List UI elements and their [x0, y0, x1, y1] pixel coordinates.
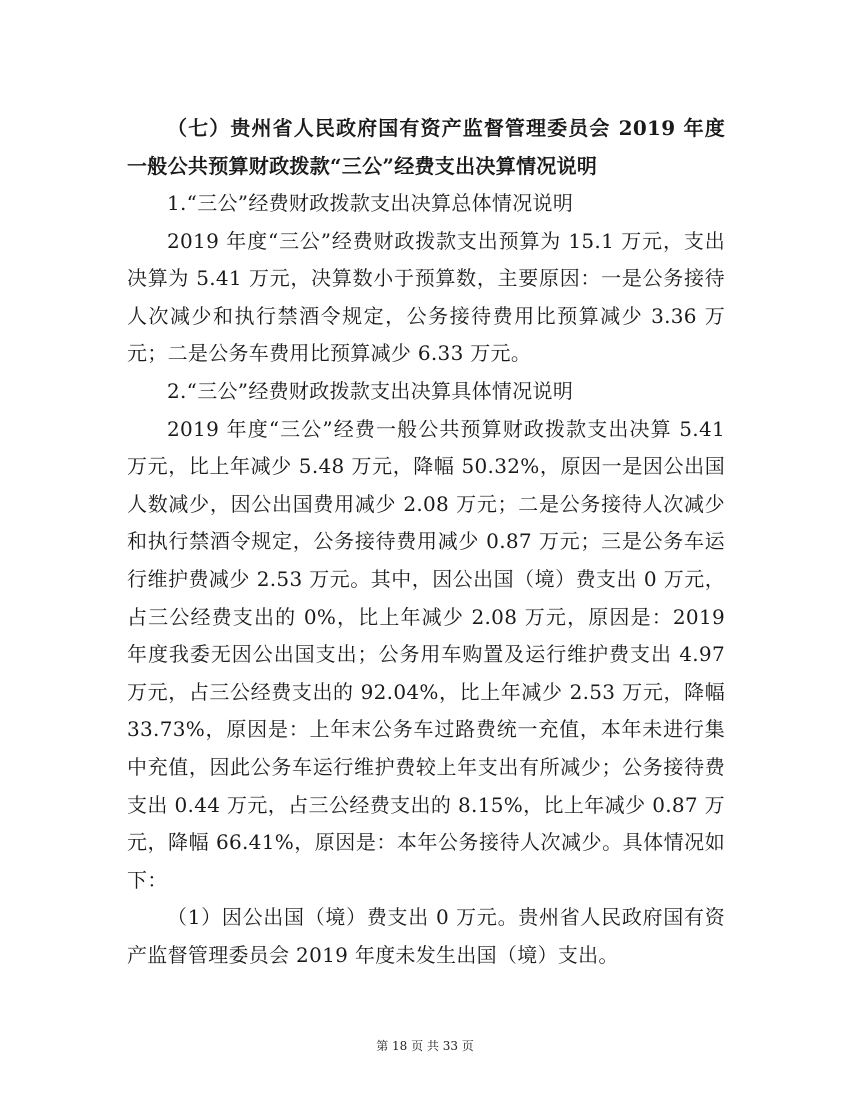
page-number-footer: 第 18 页 共 33 页: [376, 1039, 474, 1053]
paragraph-overseas: （1）因公出国（境）费支出 0 万元。贵州省人民政府国有资产监督管理委员会 2019 年度未发生出国（境）支出。: [127, 905, 725, 967]
body-text: [127, 185, 725, 974]
subheading-overall: 1.“三公”经费财政拨款支出决算总体情况说明: [167, 191, 574, 215]
paragraph-detail: 2019 年度“三公”经费一般公共预算财政拨款支出决算 5.41 万元，比上年减少 5.48 万元，降幅 50.32%，原因一是因公出国人数减少，因公出国费用减少 2.08 万元；二是公务接待人次减少和执行禁酒令规定，公务接待费用减少 0.87 万元；三是公务车运行维护费减少 2.53 万元。其中，因公出国（境）费支出 0 万元，占三公经费支出的 0%，比上年减少 2.08 万元，原因是：2019 年度我委无因公出国支出；公务用车购置及运行维护费支出 4.97 万元，占三公经费支出的 92.04%，比上年减少 2.53 万元，降幅 33.73%，原因是：上年末公务车过路费统一充值，本年未进行集中充值，因此公务车运行维护费较上年支出有所减少；公务接待费支出 0.44 万元，占三公经费支出的 8.15%，比上年减少 0.87 万元，降幅 66.41%，原因是：本年公务接待人次减少。具体情况如下：: [127, 416, 725, 892]
paragraph-overall: 2019 年度“三公”经费财政拨款支出预算为 15.1 万元，支出决算为 5.41 万元，决算数小于预算数，主要原因：一是公务接待人次减少和执行禁酒令规定，公务接待费用比预算减少 3.36 万元；二是公务车费用比预算减少 6.33 万元。: [127, 228, 725, 366]
section-title: （七）贵州省人民政府国有资产监督管理委员会 2019 年度一般公共预算财政拨款“三公”经费支出决算情况说明: [127, 116, 725, 178]
subheading-detail: 2.“三公”经费财政拨款支出决算具体情况说明: [167, 378, 574, 403]
